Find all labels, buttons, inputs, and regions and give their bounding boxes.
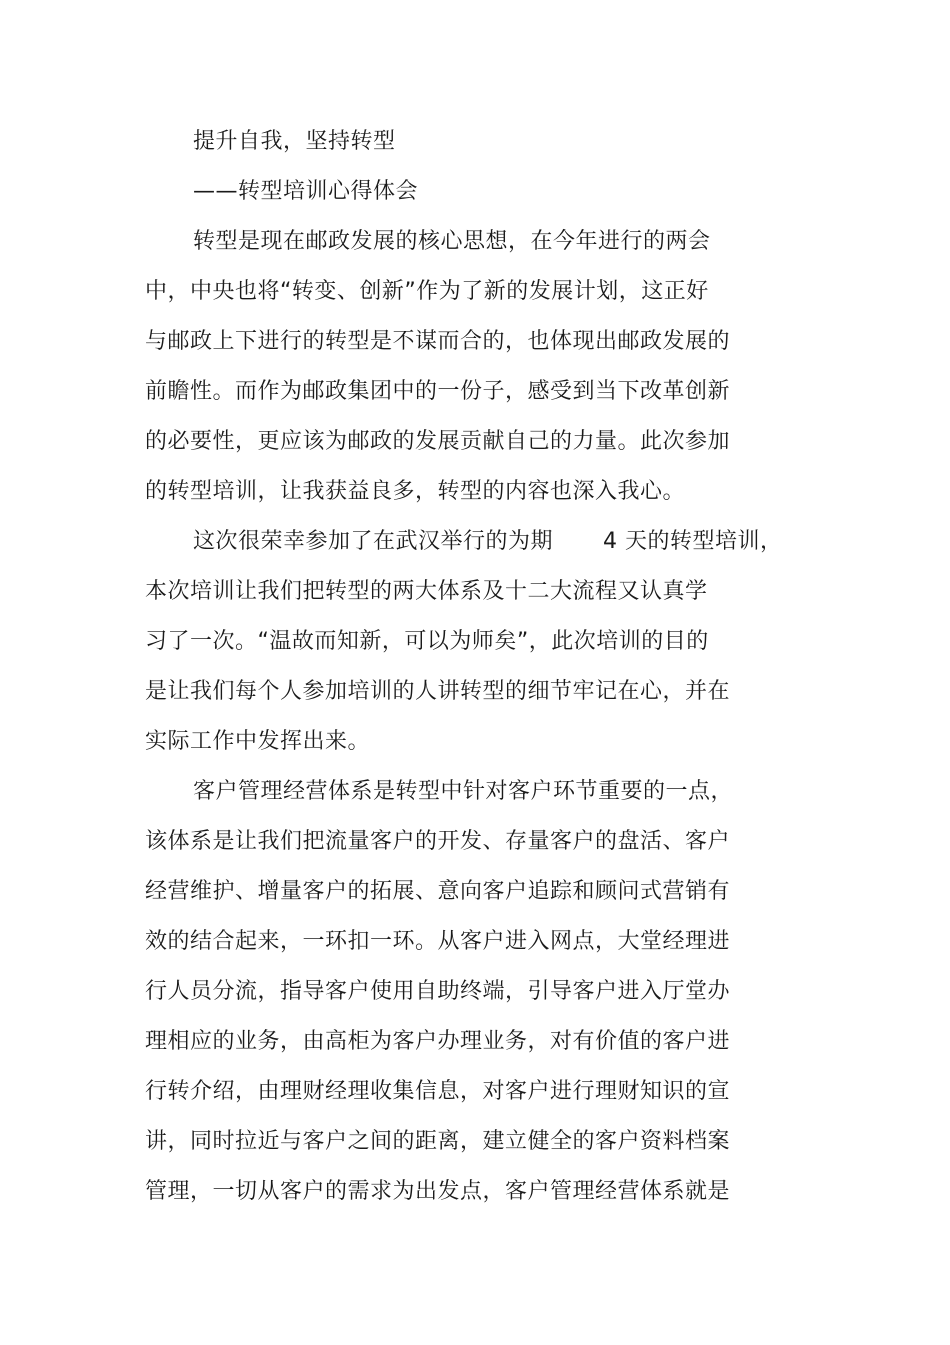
paragraph-line: 行转介绍，由理财经理收集信息，对客户进行理财知识的宣 [145,1079,731,1104]
paragraph-line-part: 这次很荣幸参加了在武汉举行的为期 [193,529,554,554]
paragraph-line: 经营维护、增量客户的拓展、意向客户追踪和顾问式营销有 [145,879,731,904]
paragraph-line: 该体系是让我们把流量客户的开发、存量客户的盘活、客户 [145,829,731,854]
paragraph-line: 的必要性，更应该为邮政的发展贡献自己的力量。此次参加 [145,429,731,454]
paragraph-line: 实际工作中发挥出来。 [145,729,371,754]
paragraph-line: 是让我们每个人参加培训的人讲转型的细节牢记在心，并在 [145,679,731,704]
paragraph-line: 本次培训让我们把转型的两大体系及十二大流程又认真学 [145,579,708,604]
paragraph-line: 转型是现在邮政发展的核心思想，在今年进行的两会 [193,229,711,254]
paragraph-line: 前瞻性。而作为邮政集团中的一份子，感受到当下改革创新 [145,379,731,404]
paragraph-line: 管理，一切从客户的需求为出发点，客户管理经营体系就是 [145,1179,731,1204]
paragraph-line: 效的结合起来，一环扣一环。从客户进入网点，大堂经理进 [145,929,731,954]
paragraph-line: 中，中央也将“转变、创新”作为了新的发展计划，这正好 [145,279,709,304]
paragraph-line: 讲，同时拉近与客户之间的距离，建立健全的客户资料档案 [145,1129,731,1154]
paragraph-line [193,527,783,557]
paragraph-line: 行人员分流，指导客户使用自助终端，引导客户进入厅堂办 [145,979,731,1004]
paragraph-line: 与邮政上下进行的转型是不谋而合的，也体现出邮政发展的 [145,329,731,354]
paragraph-line: 的转型培训，让我获益良多，转型的内容也深入我心。 [145,479,686,504]
paragraph-line: 客户管理经营体系是转型中针对客户环节重要的一点， [193,779,734,804]
paragraph-line: 理相应的业务，由高柜为客户办理业务，对有价值的客户进 [145,1029,731,1054]
document-subtitle: ——转型培训心得体会 [193,179,419,204]
paragraph-line: 习了一次。“温故而知新，可以为师矣”，此次培训的目的 [145,629,709,654]
paragraph-line-part: 4 天的转型培训， [603,529,783,554]
document-title: 提升自我，坚持转型 [193,129,396,154]
